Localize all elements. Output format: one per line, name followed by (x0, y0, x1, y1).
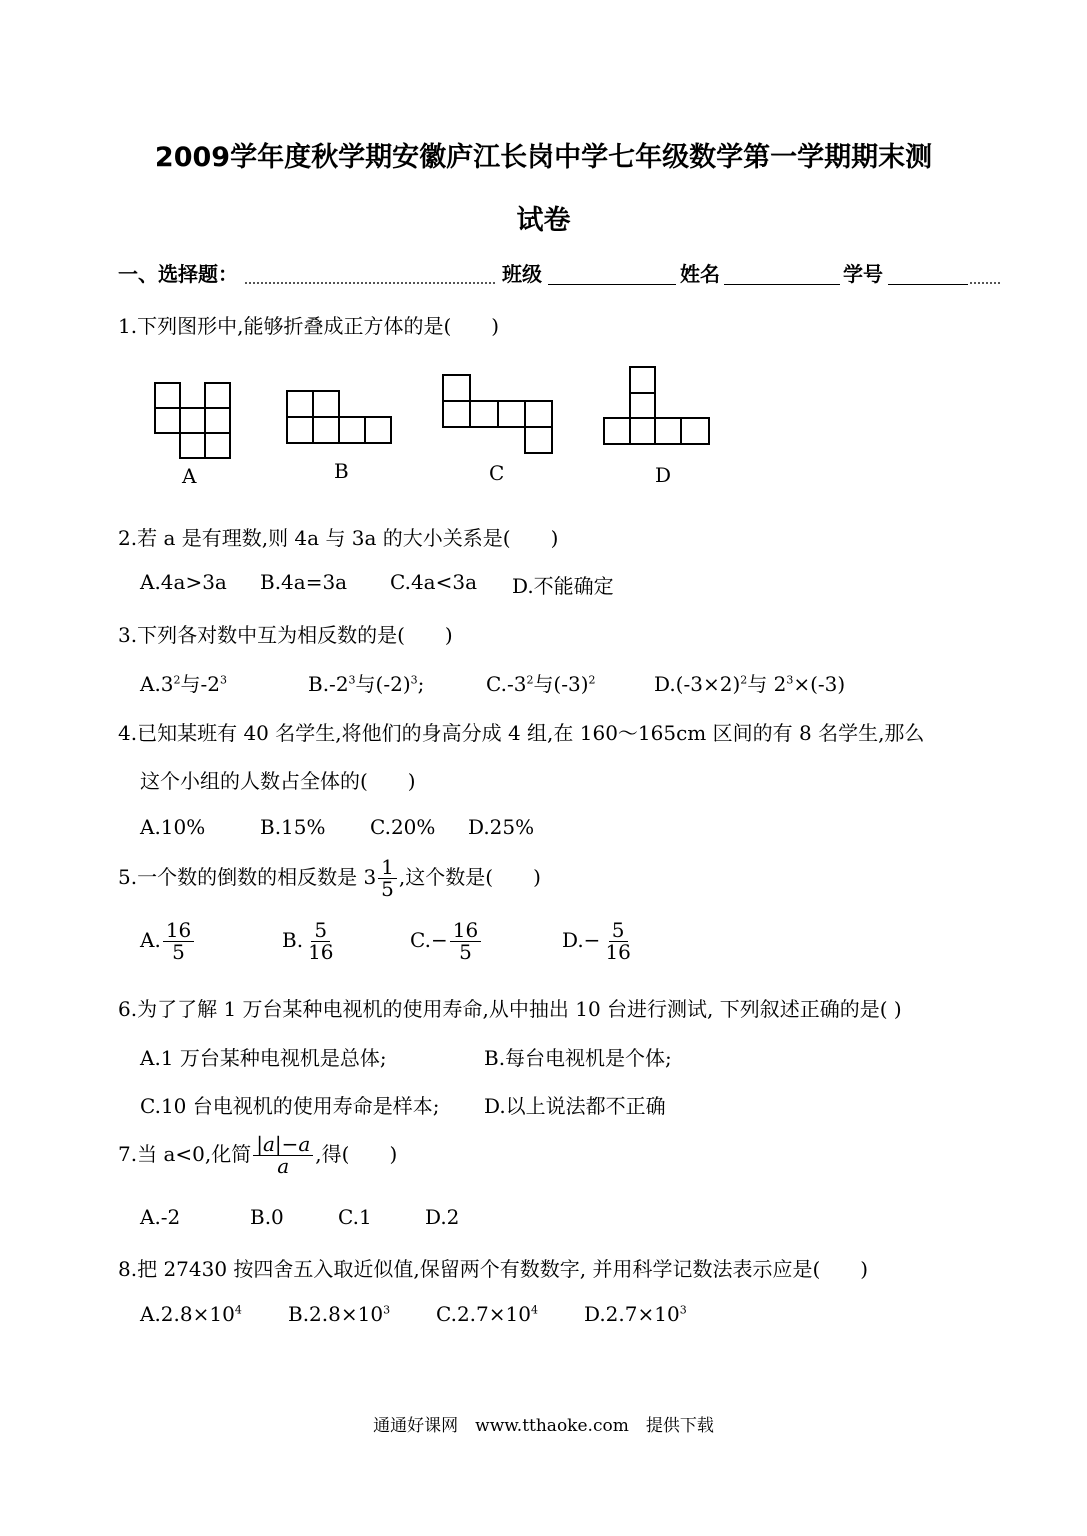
q3-option-a: $A.3^2$与$-2^3$ (140, 672, 228, 696)
cube-nets-figure (150, 360, 730, 485)
question-1: 1.下列图形中,能够折叠成正方体的是( ) (118, 314, 500, 338)
q4-option-c: C.20% (370, 815, 436, 839)
q5-option-b: B. $\frac{5}{16}$ (282, 918, 334, 964)
q7-option-b: B.0 (250, 1205, 284, 1229)
q6-option-b: B.每台电视机是个体; (484, 1046, 672, 1070)
question-2: 2.若 a 是有理数,则 4a 与 3a 的大小关系是( ) (118, 526, 559, 550)
q4-option-d: D.25% (468, 815, 535, 839)
q2-option-c: C.4a<3a (390, 570, 478, 594)
question-5: 5.一个数的倒数的相反数是 3 $\frac{1}{5}$ ,这个数是( ) (118, 855, 541, 901)
cube-net-a (155, 383, 230, 458)
page-title-cont: 试卷 (516, 205, 571, 236)
q6-option-c: C.10 台电视机的使用寿命是样本; (140, 1094, 440, 1118)
q7-option-c: C.1 (338, 1205, 372, 1229)
q8-option-a: $A.2.8\times 10^4$ (140, 1302, 242, 1326)
cube-net-b (287, 391, 391, 443)
page-title: 2009学年度秋学期安徽庐江长岗中学七年级数学第一学期期末测 (154, 142, 933, 173)
q5-option-d: D.− $\frac{5}{16}$ (562, 918, 631, 964)
q8-option-b: $B.2.8\times 10^3$ (288, 1302, 391, 1326)
class-label: 班级 (502, 262, 542, 286)
name-field[interactable] (724, 284, 840, 285)
id-label: 学号 (843, 262, 883, 286)
q8-option-c: $C.2.7\times 10^4$ (436, 1302, 538, 1326)
figure-label-a: A (182, 464, 197, 488)
q5-option-a: A. $\frac{16}{5}$ (140, 920, 196, 963)
dotted-leader-end (970, 282, 1000, 284)
q2-option-d: D.不能确定 (512, 574, 614, 598)
q3-option-d: $D.(-3\times 2)^2$与 $2^3\times(-3)$ (654, 672, 846, 696)
q3-option-c: $C.-3^2$与$(-3)^2$ (486, 672, 596, 696)
id-field[interactable] (888, 284, 968, 285)
question-6: 6.为了了解 1 万台某种电视机的使用寿命,从中抽出 10 台进行测试, 下列叙述正确的是( ) (118, 997, 902, 1021)
figure-label-d: D (655, 463, 672, 487)
question-4-cont: 这个小组的人数占全体的( ) (140, 769, 416, 793)
q8-option-d: $D.2.7\times 10^3$ (584, 1302, 687, 1326)
figure-label-c: C (489, 461, 505, 485)
question-7: 7.当 a<0,化简 $\frac{|a|-a}{a}$ ,得( ) (118, 1132, 398, 1178)
class-field[interactable] (548, 284, 676, 285)
q7-option-d: D.2 (425, 1205, 460, 1229)
q4-option-b: B.15% (260, 815, 326, 839)
question-8: 8.把 27430 按四舍五入取近似值,保留两个有数数字, 并用科学记数法表示应是( ) (118, 1257, 869, 1281)
q2-option-a: A.4a>3a (140, 570, 227, 594)
page-footer: 通通好课网 www.tthaoke.com 提供下载 (373, 1416, 714, 1436)
q7-option-a: A.-2 (140, 1205, 181, 1229)
q5-option-c: C.− $\frac{16}{5}$ (410, 920, 483, 963)
section-heading: 一、选择题： (118, 262, 238, 286)
q6-option-a: A.1 万台某种电视机是总体; (140, 1046, 387, 1070)
name-label: 姓名 (680, 262, 720, 286)
q3-option-b: $B.-2^3$与$(-2)^3$; (308, 672, 425, 696)
q4-option-a: A.10% (140, 815, 206, 839)
question-4: 4.已知某班有 40 名学生,将他们的身高分成 4 组,在 160～165cm 区间的有 8 名学生,那么 (118, 721, 925, 745)
figure-label-b: B (334, 459, 349, 483)
cube-net-d (604, 367, 709, 444)
q6-option-d: D.以上说法都不正确 (484, 1094, 666, 1118)
cube-net-c (443, 375, 552, 453)
question-3: 3.下列各对数中互为相反数的是( ) (118, 623, 453, 647)
q2-option-b: B.4a=3a (260, 570, 348, 594)
dotted-leader (245, 282, 495, 284)
